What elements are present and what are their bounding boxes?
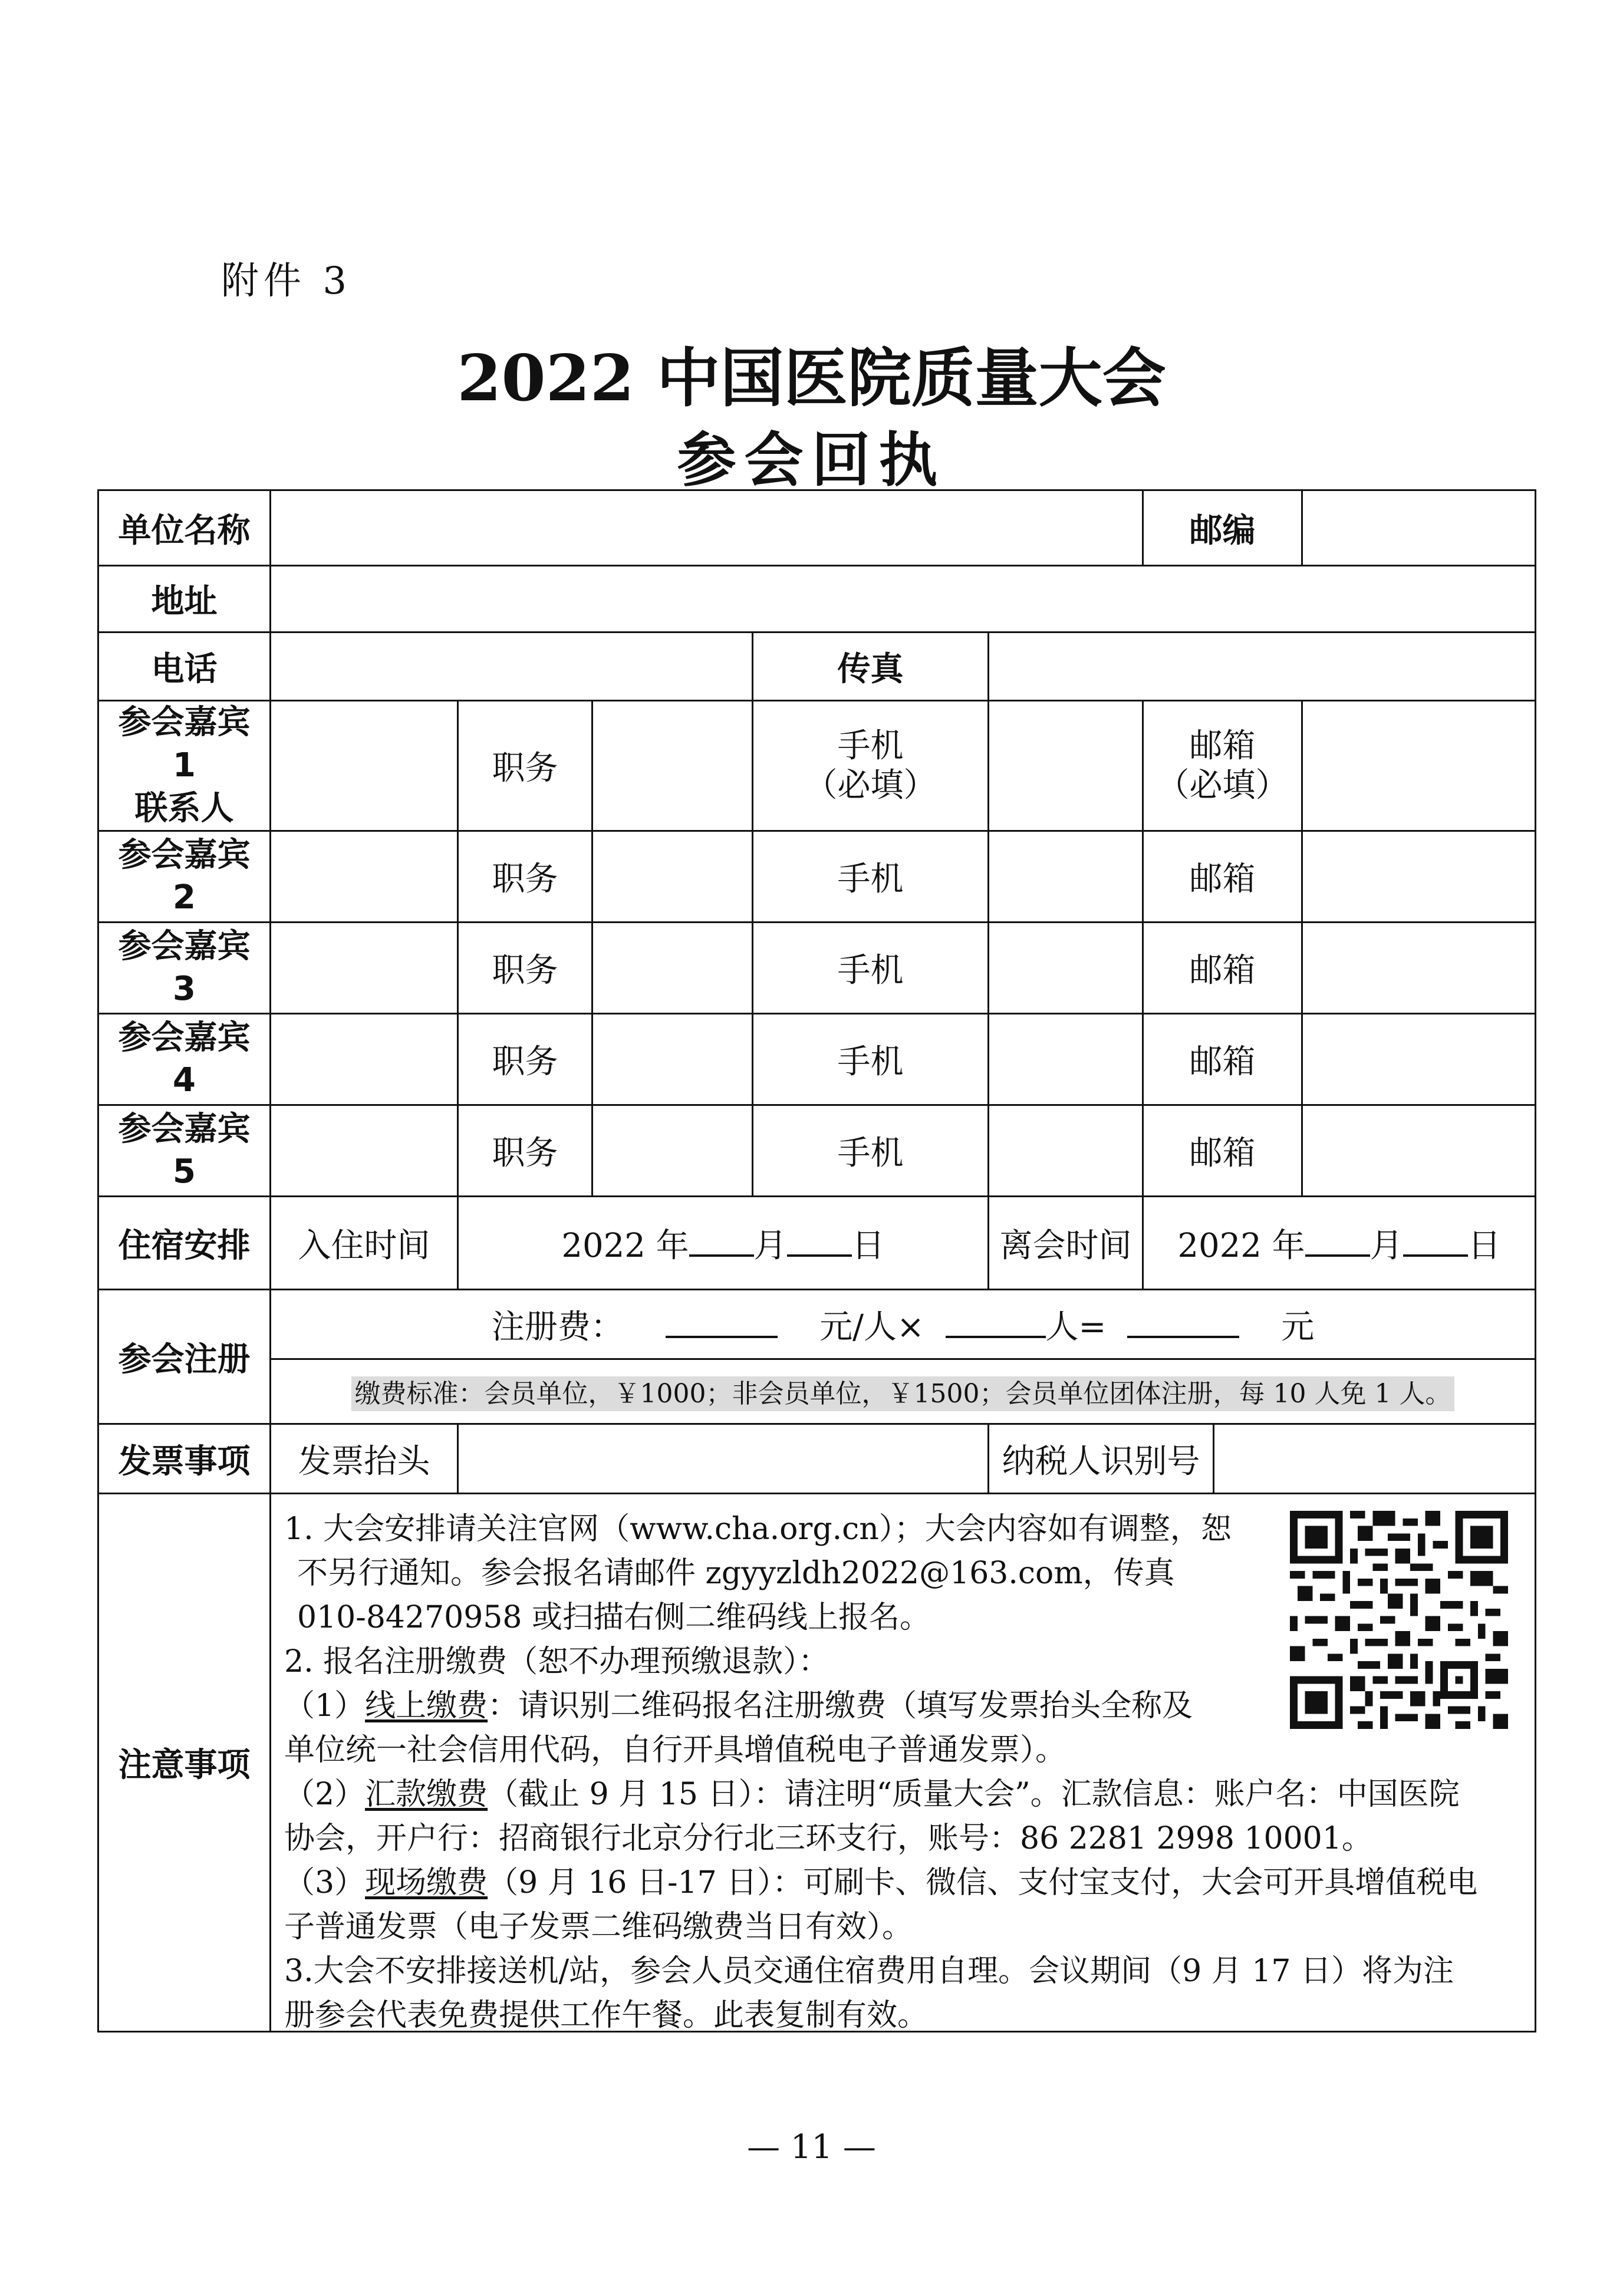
address-field[interactable]	[271, 566, 1536, 633]
guest3-mobile-label: 手机	[753, 923, 989, 1014]
mobile-required-note: （必填）	[804, 766, 937, 805]
guest1-email-label	[1143, 701, 1302, 831]
fee-label: 注册费：	[491, 1307, 624, 1346]
checkout-month-blank[interactable]	[1305, 1225, 1370, 1257]
guest5-email-field[interactable]	[1302, 1105, 1536, 1197]
guest2-position-field[interactable]	[592, 831, 753, 923]
lodging-label: 住宿安排	[98, 1197, 271, 1290]
fee-line	[271, 1290, 1536, 1359]
guest4-position-label: 职务	[458, 1014, 592, 1105]
invoice-title-field[interactable]	[458, 1424, 989, 1494]
email-required-note: （必填）	[1156, 766, 1289, 805]
checkout-label: 离会时间	[989, 1197, 1143, 1290]
fee-amount-blank[interactable]	[666, 1306, 778, 1338]
guest2-mobile-field[interactable]	[989, 831, 1143, 923]
guest5-email-label: 邮箱	[1143, 1105, 1302, 1197]
total-unit: 元	[1281, 1307, 1315, 1346]
notes-label: 注意事项	[98, 1494, 271, 2032]
note-2-3-title: 现场缴费	[365, 1865, 488, 1901]
fax-field[interactable]	[989, 633, 1536, 701]
guest-row	[98, 831, 1536, 923]
fee-unit: 元/人×	[819, 1307, 924, 1346]
guest3-position-label: 职务	[458, 923, 592, 1014]
guest1-position-label: 职务	[458, 701, 592, 831]
note-3-line-b: 册参会代表免费提供工作午餐。此表复制有效。	[284, 1998, 929, 2032]
note-2-1-text: ：请识别二维码报名注册缴费（填写发票抬头全称及	[488, 1688, 1193, 1724]
guest-row	[98, 1105, 1536, 1197]
note-2-1-title: 线上缴费	[365, 1688, 488, 1724]
guest2-name-field[interactable]	[271, 831, 458, 923]
checkout-day-label: 日	[1467, 1226, 1501, 1265]
guest5-name-field[interactable]	[271, 1105, 458, 1197]
guest5-position-label: 职务	[458, 1105, 592, 1197]
guest4-mobile-field[interactable]	[989, 1014, 1143, 1105]
checkin-month-blank[interactable]	[689, 1225, 754, 1257]
checkout-month-label: 月	[1369, 1226, 1403, 1265]
guest2-email-label: 邮箱	[1143, 831, 1302, 923]
note-1-line-c: 010-84270958 或扫描右侧二维码线上报名。	[297, 1600, 931, 1636]
note-2-2-title: 汇款缴费	[365, 1777, 488, 1813]
guest3-email-label: 邮箱	[1143, 923, 1302, 1014]
note-2: 2. 报名注册缴费（恕不办理预缴退款）：	[284, 1644, 829, 1680]
guest1-mobile-label	[753, 701, 989, 831]
guest4-mobile-label: 手机	[753, 1014, 989, 1105]
postcode-field[interactable]	[1302, 490, 1536, 566]
checkin-day-blank[interactable]	[787, 1225, 852, 1257]
note-2-3	[284, 1861, 1523, 1905]
note-2-1	[284, 1684, 1523, 1728]
note-2-1-line-b: 单位统一社会信用代码，自行开具增值税电子普通发票）。	[284, 1732, 1066, 1768]
address-label: 地址	[98, 566, 271, 633]
guest3-email-field[interactable]	[1302, 923, 1536, 1014]
guest-row	[98, 923, 1536, 1014]
checkout-year: 2022 年	[1177, 1226, 1305, 1265]
guest4-name-field[interactable]	[271, 1014, 458, 1105]
checkin-label: 入住时间	[271, 1197, 458, 1290]
note-2-2-text: （截止 9 月 15 日）：请注明“质量大会”。汇款信息：账户名：中国医院	[488, 1777, 1460, 1813]
note-3-line-a: 3.大会不安排接送机/站，参会人员交通住宿费用自理。会议期间（9 月 17 日）将为注	[284, 1954, 1454, 1989]
guest2-mobile-label: 手机	[753, 831, 989, 923]
attachment-label: 附件 3	[221, 259, 352, 303]
checkout-date	[1143, 1197, 1536, 1290]
guest2-position-label: 职务	[458, 831, 592, 923]
mobile-label-text: 手机	[837, 727, 904, 765]
note-2-3-text: （9 月 16 日-17 日）：可刷卡、微信、支付宝支付，大会可开具增值税电	[488, 1865, 1478, 1901]
note-1-line-b: 不另行通知。参会报名请邮件 zgyyzldh2022@163.com，传真	[297, 1556, 1175, 1592]
people-unit: 人=	[1045, 1307, 1107, 1346]
guest5-mobile-label: 手机	[753, 1105, 989, 1197]
guest1-position-field[interactable]	[592, 701, 753, 831]
page-title: 2022 中国医院质量大会	[457, 341, 1166, 416]
registration-label: 参会注册	[98, 1290, 271, 1424]
page-number: — 11 —	[747, 2128, 876, 2166]
note-2-2-line-b: 协会，开户行：招商银行北京分行北三环支行，账号：86 2281 2998 10001。	[284, 1821, 1372, 1857]
guest4-position-field[interactable]	[592, 1014, 753, 1105]
invoice-label: 发票事项	[98, 1424, 271, 1494]
page-subtitle: 参会回执	[677, 425, 946, 495]
note-2-3-num: （3）	[284, 1865, 366, 1901]
guest1-label-line1: 参会嘉宾 1	[118, 703, 251, 785]
guest5-mobile-field[interactable]	[989, 1105, 1143, 1197]
guest4-email-label: 邮箱	[1143, 1014, 1302, 1105]
note-2-3-line-b: 子普通发票（电子发票二维码缴费当日有效）。	[284, 1909, 913, 1945]
guest2-label: 参会嘉宾 2	[98, 831, 271, 923]
taxpayer-id-field[interactable]	[1214, 1424, 1536, 1494]
checkout-day-blank[interactable]	[1403, 1225, 1468, 1257]
invoice-title-label: 发票抬头	[271, 1424, 458, 1494]
notes-cell	[271, 1494, 1536, 2032]
guest2-email-field[interactable]	[1302, 831, 1536, 923]
guest1-label	[98, 701, 271, 831]
note-2-1-num: （1）	[284, 1688, 366, 1724]
guest4-email-field[interactable]	[1302, 1014, 1536, 1105]
checkin-month-label: 月	[753, 1226, 787, 1265]
note-2-2-num: （2）	[284, 1777, 366, 1813]
guest1-email-field[interactable]	[1302, 701, 1536, 831]
checkin-date	[458, 1197, 989, 1290]
fee-standard-text: 缴费标准：会员单位，￥1000；非会员单位，￥1500；会员单位团体注册，每 10 人免 1 人。	[351, 1376, 1455, 1411]
total-amount-blank[interactable]	[1127, 1306, 1239, 1338]
postcode-label: 邮编	[1143, 490, 1302, 566]
taxpayer-id-label: 纳税人识别号	[989, 1424, 1214, 1494]
notes-text	[284, 1507, 1523, 2032]
registration-form-table	[97, 489, 1536, 2033]
org-name-field[interactable]	[271, 490, 1143, 566]
guest1-mobile-field[interactable]	[989, 701, 1143, 831]
org-name-label: 单位名称	[98, 490, 271, 566]
guest3-mobile-field[interactable]	[989, 923, 1143, 1014]
note-2-2	[284, 1773, 1523, 1817]
people-count-blank[interactable]	[946, 1306, 1046, 1338]
guest3-label: 参会嘉宾 3	[98, 923, 271, 1014]
phone-field[interactable]	[271, 633, 753, 701]
guest1-name-field[interactable]	[271, 701, 458, 831]
fax-label: 传真	[753, 633, 989, 701]
checkin-year: 2022 年	[561, 1226, 689, 1265]
fee-standard-cell	[271, 1359, 1536, 1424]
guest3-name-field[interactable]	[271, 923, 458, 1014]
guest4-label: 参会嘉宾 4	[98, 1014, 271, 1105]
guest5-label: 参会嘉宾 5	[98, 1105, 271, 1197]
checkin-day-label: 日	[851, 1226, 885, 1265]
email-label-text: 邮箱	[1189, 727, 1256, 765]
guest5-position-field[interactable]	[592, 1105, 753, 1197]
guest-row	[98, 1014, 1536, 1105]
phone-label: 电话	[98, 633, 271, 701]
guest3-position-field[interactable]	[592, 923, 753, 1014]
note-1-line-a: 1. 大会安排请关注官网（www.cha.org.cn）；大会内容如有调整，恕	[284, 1511, 1232, 1547]
guest1-label-line2: 联系人	[134, 789, 234, 828]
